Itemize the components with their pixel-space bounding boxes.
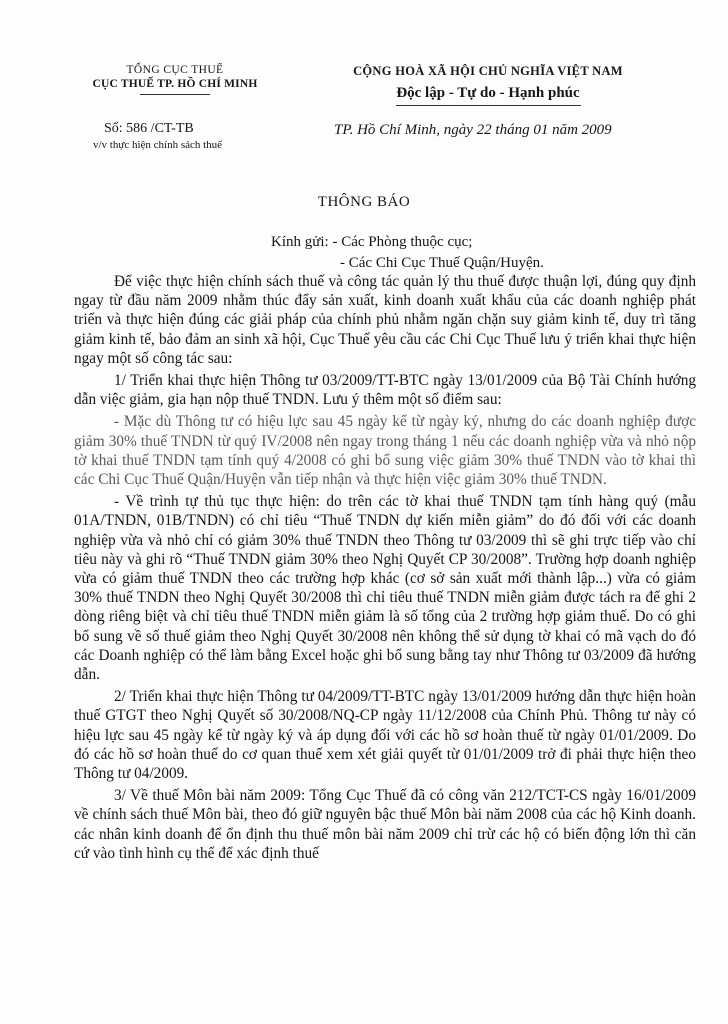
- section-1-paragraph: 1/ Triển khai thực hiện Thông tư 03/2009/TT-BTC ngày 13/01/2009 của Bộ Tài Chính hướng dẫn việc giảm, gia hạn nộp thuế TNDN. Lưu ý thêm một số điểm sau:: [74, 372, 696, 409]
- issuer-divider: [140, 94, 210, 95]
- section-3-paragraph: 3/ Về thuế Môn bài năm 2009: Tổng Cục Thuế đã có công văn 212/TCT-CS ngày 16/01/2009 về chính sách thuế Môn bài, theo đó giữ nguyên bậc thuế Môn bài năm 2008 của các hộ Kinh doanh. các nhân kinh doanh để ổn định thu thuế môn bài năm 2009 chỉ trừ các hộ có biến động lớn thì căn cứ vào tình hình cụ thể để xác định thuế: [74, 787, 696, 862]
- department-name: CỤC THUẾ TP. HỒ CHÍ MINH: [92, 78, 258, 90]
- section-1-note-2: - Về trình tự thủ tục thực hiện: do trên các tờ khai thuế TNDN tạm tính hàng quý (mẫu 01A/TNDN, 01B/TNDN) có chỉ tiêu “Thuế TNDN dự kiến miễn giảm” do đó đối với các doanh nghiệp vừa và nhỏ chỉ có giảm 30% thuế TNDN theo Thông tư 03/2009 thì sẽ ghi trực tiếp vào chỉ tiêu này và ghi rõ “Thuế TNDN giảm 30% theo Nghị Quyết CP 30/2008”. Trường hợp doanh nghiệp vừa có giảm thuế TNDN theo các trường hợp khác (cơ sở sản xuất mới thành lập...) vừa có giảm 30% thuế TNDN theo Nghị Quyết 30/2008 thì chỉ tiêu thuế TNDN miễn giảm được tách ra để ghi 2 dòng riêng biệt và chỉ tiêu thuế TNDN miễn giảm là số tổng của 2 trường hợp giảm thuế. Do có ghi bổ sung về số thuế giảm theo Nghị Quyết 30/2008 nên không thể sử dụng tờ khai có mã vạch do đó các Doanh nghiệp có thể làm bằng Excel hoặc ghi bổ sung bằng tay như Thông tư 03/2009 đã hướng dẫn.: [74, 493, 696, 684]
- intro-paragraph: Để việc thực hiện chính sách thuế và công tác quản lý thu thuế được thuận lợi, đúng quy định ngay từ đầu năm 2009 nhằm thúc đẩy sản xuất, kinh doanh xuất khẩu của các doanh nghiệp phát triển và thực hiện đúng các giải pháp của chính phủ nhằm ngăn chặn suy giảm kinh tế, duy trì tăng giảm kinh tế, bảo đảm an sinh xã hội, Cục Thuế yêu cầu các Chi Cục Thuế lưu ý triển khai thực hiện ngay một số công tác sau:: [74, 273, 696, 367]
- agency-name: TỔNG CỤC THUẾ: [126, 64, 224, 76]
- section-2-paragraph: 2/ Triển khai thực hiện Thông tư 04/2009/TT-BTC ngày 13/01/2009 hướng dẫn thực hiện hoàn thuế GTGT theo Nghị Quyết số 30/2008/NQ-CP ngày 11/12/2008 của Chính Phủ. Thông tư này có hiệu lực sau 45 ngày kể từ ngày ký và áp dụng đối với các hồ sơ hoàn thuế từ ngày 01/01/2009. Do đó các hồ sơ hoàn thuế do cơ quan thuế xem xét giải quyết từ 01/01/2009 trở đi phải thực hiện theo Thông tư 04/2009.: [74, 688, 696, 783]
- document-subject: v/v thực hiện chính sách thuế: [93, 139, 223, 151]
- document-number: Số: 586 /CT-TB: [104, 121, 194, 136]
- document-title: THÔNG BÁO: [317, 194, 411, 210]
- recipient-line-2: - Các Chi Cục Thuế Quận/Huyện.: [340, 255, 544, 271]
- document-body: [74, 272, 696, 866]
- national-motto: Độc lập - Tự do - Hạnh phúc: [396, 85, 580, 101]
- section-1-note-1: - Mặc dù Thông tư có hiệu lực sau 45 ngày kể từ ngày ký, nhưng do các doanh nghiệp được giảm 30% thuế TNDN từ quý IV/2008 nên ngay trong tháng 1 nếu các doanh nghiệp vừa và nhỏ nộp tờ khai thuế TNDN tạm tính quý 4/2008 có ghi bổ sung việc giảm 30% thuế TNDN vào tờ khai thì các Chi Cục Thuế Quận/Huyện vẫn tiếp nhận và thực hiện việc giảm 30% thuế TNDN.: [74, 413, 696, 489]
- motto-divider: [396, 105, 581, 106]
- issuer-header: [80, 64, 270, 95]
- recipient-line-1: Kính gửi: - Các Phòng thuộc cục;: [271, 234, 473, 250]
- date-line: TP. Hồ Chí Minh, ngày 22 tháng 01 năm 2009: [334, 122, 612, 138]
- republic-name: CỘNG HOÀ XÃ HỘI CHỦ NGHĨA VIỆT NAM: [353, 64, 623, 78]
- national-header: [318, 64, 658, 106]
